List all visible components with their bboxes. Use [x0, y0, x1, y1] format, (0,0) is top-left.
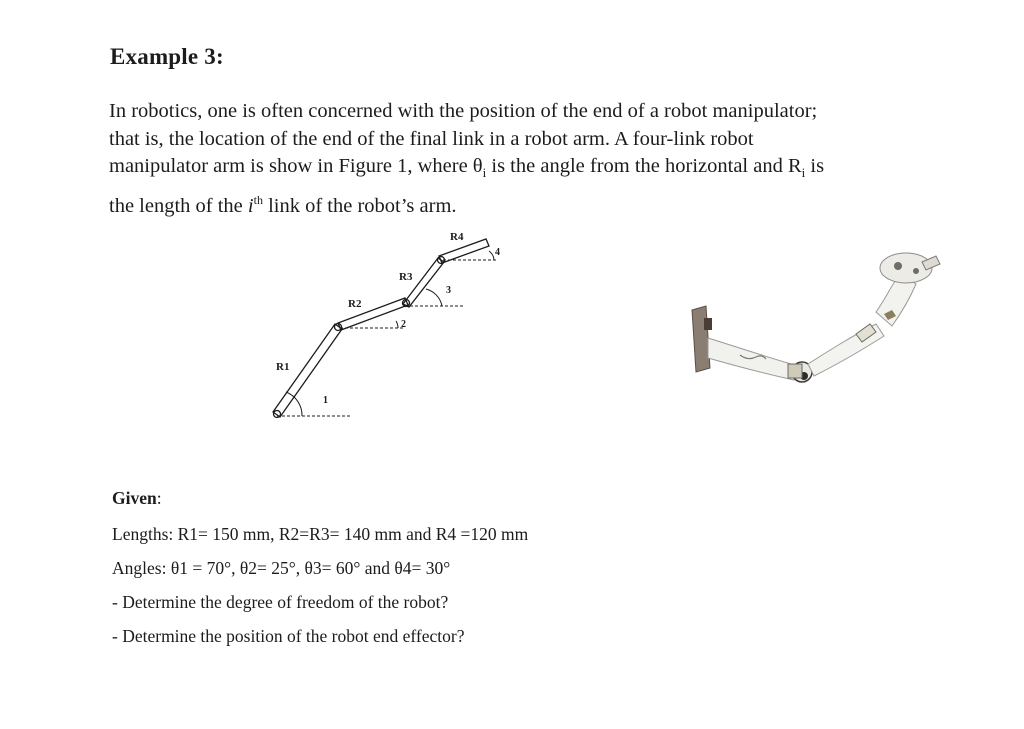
intro-line-4: [109, 187, 969, 220]
robot-arm-photo: [680, 240, 950, 400]
given-angles: Angles: θ1 = 70°, θ2= 25°, θ3= 60° and θ4= 30°: [112, 558, 451, 578]
theta-subscript: i: [482, 165, 487, 181]
label-r3: R3: [399, 271, 413, 283]
given-lengths: Lengths: R1= 150 mm, R2=R3= 140 mm and R4 =120 mm: [112, 524, 529, 544]
angle-arc-2: [396, 321, 398, 328]
intro-line-2: that is, the location of the end of the final link in a robot arm. A four-link robot: [109, 127, 754, 150]
given-title-colon: :: [156, 488, 162, 508]
italic-i: i: [247, 194, 254, 217]
label-angle-1: 1: [323, 395, 328, 406]
given-section: [112, 488, 812, 660]
given-title-text: Given: [112, 488, 157, 508]
robot-arm-diagram: [260, 226, 520, 436]
wrist-and-gripper: [876, 253, 940, 326]
label-angle-3: 3: [446, 285, 451, 296]
link-r4: [439, 239, 489, 263]
intro-line-3: [109, 153, 969, 187]
intro-line-3-text-b: is the angle from the horizontal and R: [486, 155, 802, 177]
given-heading: [112, 488, 812, 509]
label-r1: R1: [276, 361, 290, 373]
label-r2: R2: [348, 298, 362, 310]
intro-line-3-text-a: manipulator arm is show in Figure 1, where θ: [109, 155, 483, 177]
intro-paragraph: [109, 98, 969, 220]
intro-line-1: In robotics, one is often concerned with the position of the end of a robot manipulator;: [109, 100, 818, 122]
intro-line-3-text-c: is: [805, 155, 825, 177]
angle-arc-4: [489, 251, 494, 260]
r-subscript: i: [801, 165, 806, 181]
example-heading: Example 3:: [110, 44, 224, 69]
th-superscript: th: [253, 192, 263, 207]
question-dof: - Determine the degree of freedom of the robot?: [112, 592, 449, 612]
intro-line-4-text-b: link of the robot’s arm.: [262, 194, 457, 217]
upper-arm: [708, 338, 798, 380]
angle-arc-3: [426, 289, 442, 306]
label-angle-2: 2: [401, 319, 406, 330]
label-r4: R4: [450, 231, 464, 243]
forearm: [808, 324, 884, 376]
intro-line-4-text-a: the length of the: [109, 194, 248, 217]
question-end-effector: - Determine the position of the robot end effector?: [112, 626, 465, 646]
label-angle-4: 4: [495, 247, 500, 258]
